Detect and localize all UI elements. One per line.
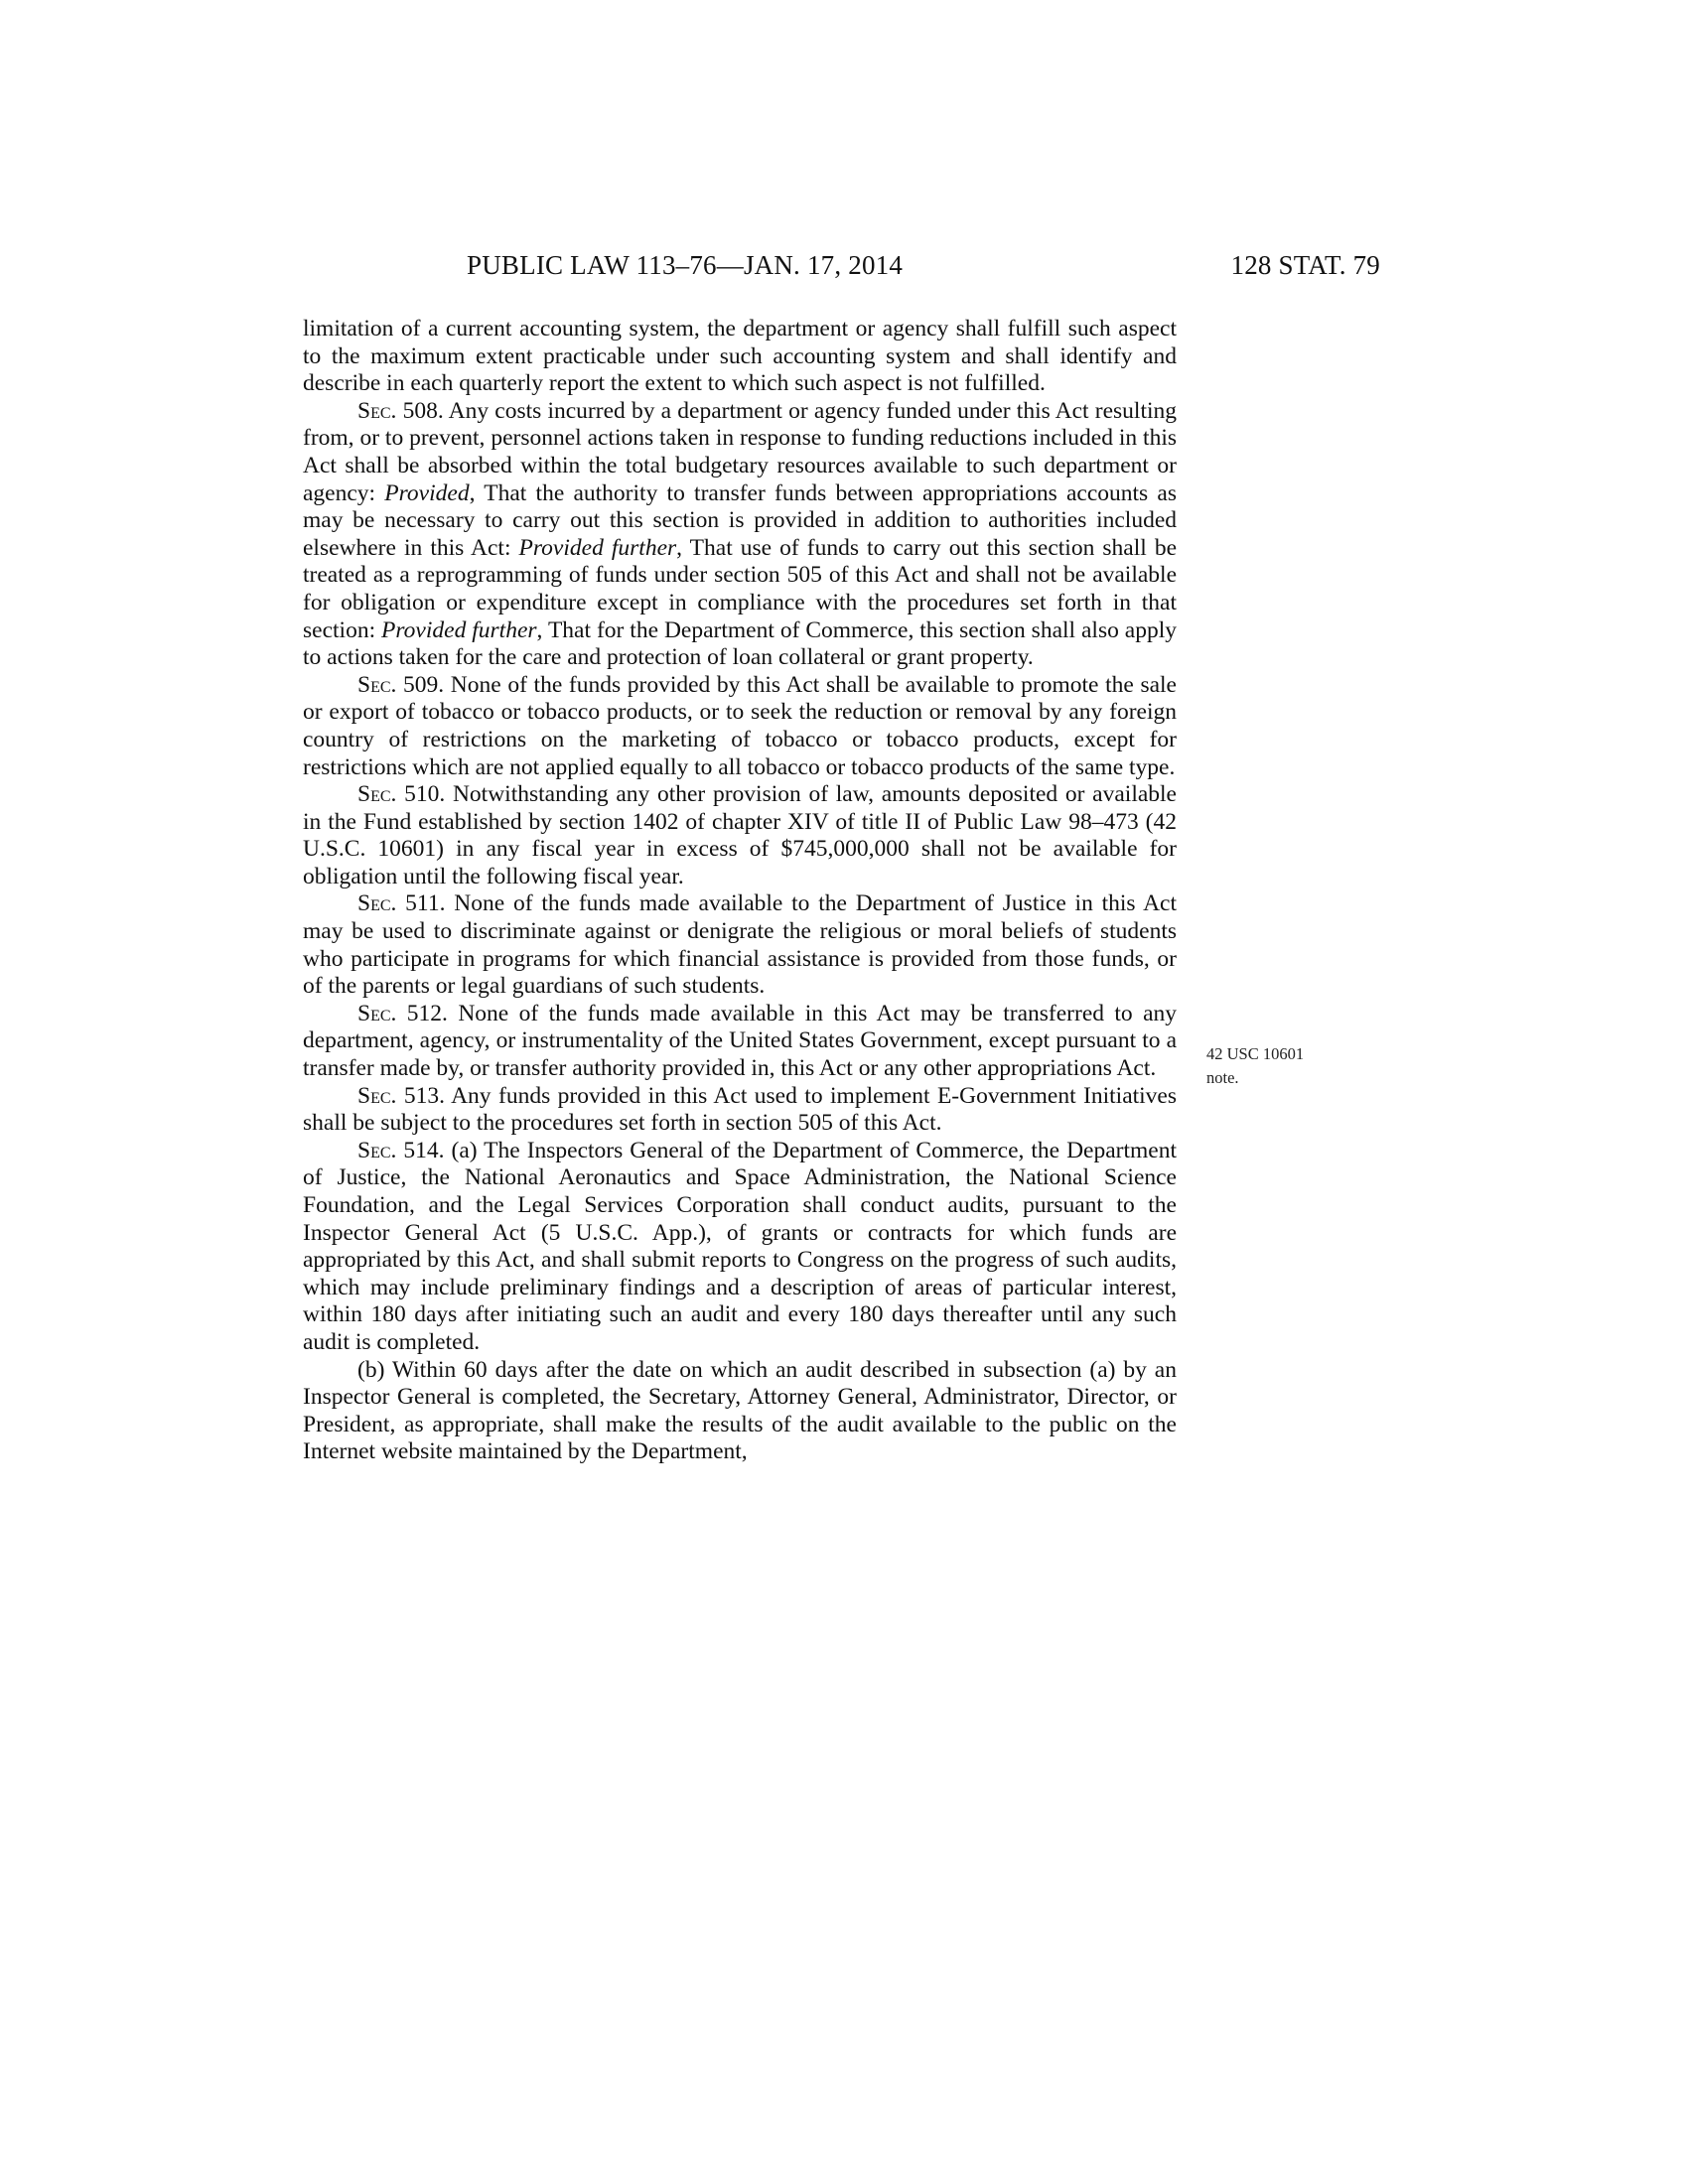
- section-509: [303, 672, 1177, 781]
- section-510: [303, 781, 1177, 890]
- proviso-emphasis: Provided: [384, 479, 470, 506]
- page-title: PUBLIC LAW 113–76—JAN. 17, 2014: [467, 250, 904, 280]
- section-512: [303, 1001, 1177, 1083]
- section-label: Sec. 511.: [357, 890, 446, 917]
- section-text: None of the funds provided by this Act shall be available to promote the sale or export of tobacco or tobacco products, or to seek the reduction or removal by any foreign country of restrictions on the marketing of tobacco or tobacco products, except for restrictions which are not applied equally to all tobacco or tobacco products of the same type.: [303, 671, 1177, 780]
- margin-note: [1206, 1042, 1345, 1090]
- section-label: Sec. 514.: [357, 1137, 445, 1163]
- section-text: , That the authority to transfer funds between appropriations accounts as may be necessary to carry out this section is provided in addition to authorities included elsewhere in this Act:: [303, 479, 1177, 561]
- section-label: Sec. 510.: [357, 781, 446, 808]
- proviso-emphasis: Provided further: [381, 616, 537, 643]
- section-text: Notwithstanding any other provision of law, amounts deposited or available in the Fund established by section 1402 of chapter XIV of title II of Public Law 98–473 (42 U.S.C. 10601) in any fiscal year in excess of $745,000,000 shall not be available for obligation until the following fiscal year.: [303, 781, 1177, 889]
- running-head: [303, 250, 1380, 290]
- section-513: [303, 1083, 1177, 1138]
- section-508: [303, 398, 1177, 672]
- margin-note-label: note.: [1206, 1068, 1239, 1087]
- section-511: [303, 890, 1177, 1000]
- stat-page-number: 128 STAT. 79: [1230, 250, 1380, 280]
- section-text: , That use of funds to carry out this section shall be treated as a reprogramming of funds under section 505 of this Act and shall not be available for obligation or expenditure except in compliance with the procedures set forth in that section:: [303, 534, 1178, 643]
- section-text: Any funds provided in this Act used to implement E-Government Initiatives shall be subject to the procedures set forth in section 505 of this Act.: [303, 1082, 1178, 1137]
- paragraph-continuation: limitation of a current accounting system, the department or agency shall fulfill such aspect to the maximum extent practicable under such accounting system and shall identify and describe in each quarterly report the extent to which such aspect is not fulfilled.: [303, 316, 1177, 397]
- body-text: [303, 316, 1177, 1466]
- section-text: None of the funds made available to the Department of Justice in this Act may be used to discriminate against or denigrate the religious or moral beliefs of students who participate in programs for which financial assistance is provided from those funds, or of the parents or legal guardians of such students.: [303, 890, 1178, 1000]
- proviso-emphasis: Provided further: [518, 534, 677, 561]
- section-text: (a) The Inspectors General of the Department of Commerce, the Department of Justice, the National Aeronautics and Space Administration, the National Science Foundation, and the Legal Services Corporation shall conduct audits, pursuant to the Inspector General Act (5 U.S.C. App.), of grants or contracts for which funds are appropriated by this Act, and shall submit reports to Congress on the progress of such audits, which may include preliminary findings and a description of areas of particular interest, within 180 days after initiating such an audit and every 180 days thereafter until any such audit is completed.: [303, 1137, 1177, 1355]
- section-label: Sec. 508.: [357, 397, 444, 424]
- section-text: Any costs incurred by a department or agency funded under this Act resulting from, or to prevent, personnel actions taken in response to funding reductions included in this Act shall be absorbed within the total budgetary resources available to such department or agency:: [303, 397, 1178, 506]
- margin-note-citation: 42 USC 10601: [1206, 1044, 1305, 1063]
- section-label: Sec. 512.: [357, 1000, 448, 1026]
- section-label: Sec. 509.: [357, 671, 445, 698]
- section-text: , That for the Department of Commerce, this section shall also apply to actions taken for the care and protection of loan collateral or grant property.: [303, 616, 1178, 671]
- section-text: None of the funds made available in this Act may be transferred to any department, agency, or instrumentality of the United States Government, except pursuant to a transfer made by, or transfer authority provided in, this Act or any other appropriations Act.: [303, 1000, 1178, 1082]
- section-514-a: [303, 1138, 1177, 1357]
- section-514-b: (b) Within 60 days after the date on which an audit described in subsection (a) by an Inspector General is completed, the Secretary, Attorney General, Administrator, Director, or President, as appropriate, shall make the results of the audit available to the public on the Internet website maintained by the Department,: [303, 1356, 1177, 1465]
- section-label: Sec. 513.: [357, 1082, 445, 1109]
